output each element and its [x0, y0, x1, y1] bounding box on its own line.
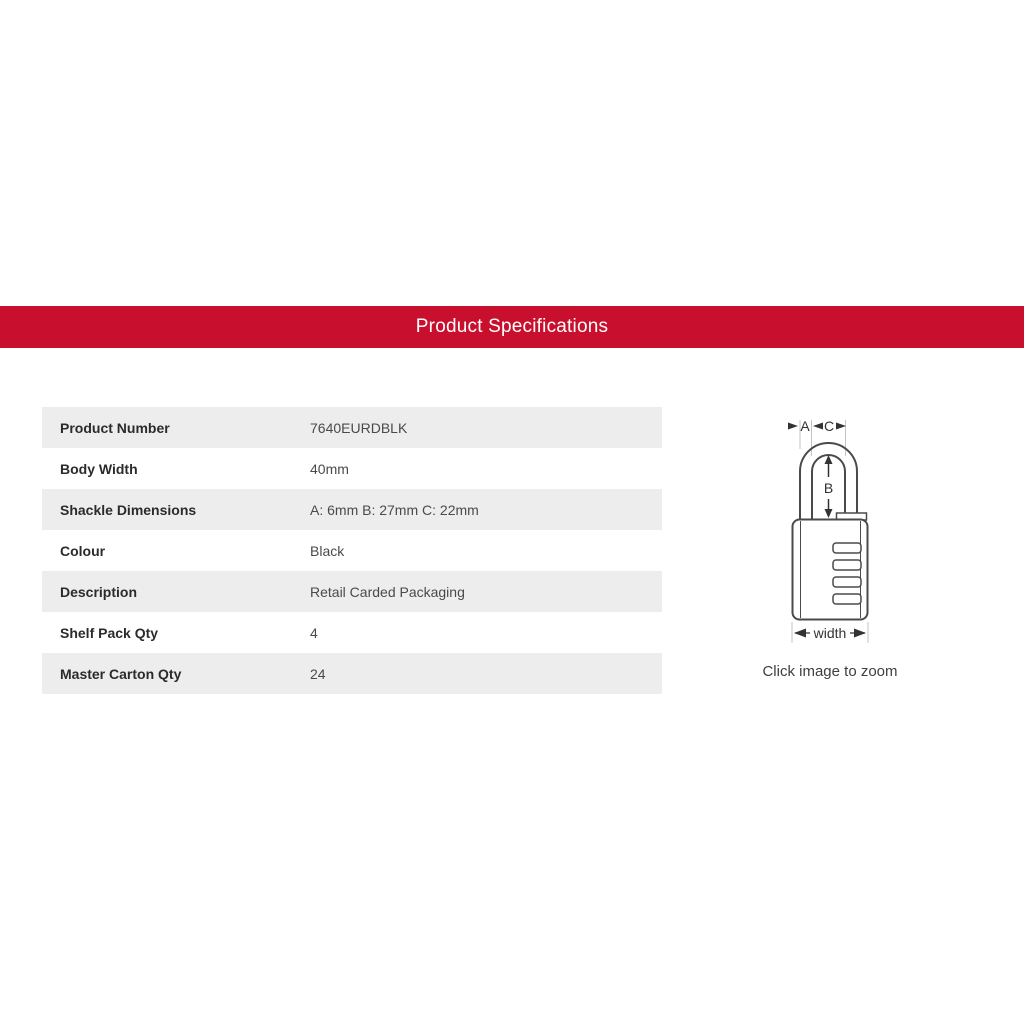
page-title: Product Specifications — [415, 316, 609, 337]
arrow-up-icon — [825, 455, 833, 464]
table-row — [42, 489, 662, 530]
spec-value: 24 — [310, 665, 326, 682]
table-row — [42, 530, 662, 571]
spec-label: Product Number — [60, 419, 170, 436]
product-dimension-diagram — [760, 405, 900, 695]
table-row — [42, 653, 662, 694]
spec-label: Master Carton Qty — [60, 665, 182, 682]
spec-label: Shelf Pack Qty — [60, 624, 159, 641]
spec-value: Retail Carded Packaging — [310, 583, 465, 600]
dimension-b-annotation — [824, 455, 833, 518]
click-to-zoom-caption[interactable]: Click image to zoom — [762, 663, 898, 680]
padlock-body — [793, 520, 868, 620]
arrow-down-icon — [825, 509, 833, 518]
arrow-left-icon — [813, 423, 823, 430]
table-row — [42, 571, 662, 612]
arrow-right-icon — [836, 423, 846, 430]
padlock-diagram-image[interactable] — [760, 405, 900, 695]
table-row — [42, 448, 662, 489]
dimension-a-c-annotation — [788, 418, 846, 434]
spec-value: Black — [310, 542, 345, 559]
spec-label: Colour — [60, 542, 106, 559]
spec-label: Body Width — [60, 460, 138, 477]
dimension-c-label: C — [823, 418, 835, 434]
product-specifications-banner — [0, 306, 1024, 348]
dimension-width-label: width — [813, 625, 847, 641]
spec-table — [42, 407, 662, 694]
arrow-right-icon — [788, 423, 798, 430]
arrow-right-icon — [854, 629, 866, 638]
dimension-a-label: A — [800, 418, 810, 434]
spec-value: 40mm — [310, 460, 349, 477]
table-row — [42, 612, 662, 653]
spec-label: Shackle Dimensions — [60, 501, 197, 518]
spec-value: 7640EURDBLK — [310, 419, 408, 436]
arrow-left-icon — [794, 629, 806, 638]
dimension-b-label: B — [823, 480, 834, 496]
spec-value: 4 — [310, 624, 318, 641]
spec-label: Description — [60, 583, 138, 600]
dimension-width-annotation — [792, 622, 868, 643]
table-row — [42, 407, 662, 448]
spec-value: A: 6mm B: 27mm C: 22mm — [310, 501, 479, 518]
